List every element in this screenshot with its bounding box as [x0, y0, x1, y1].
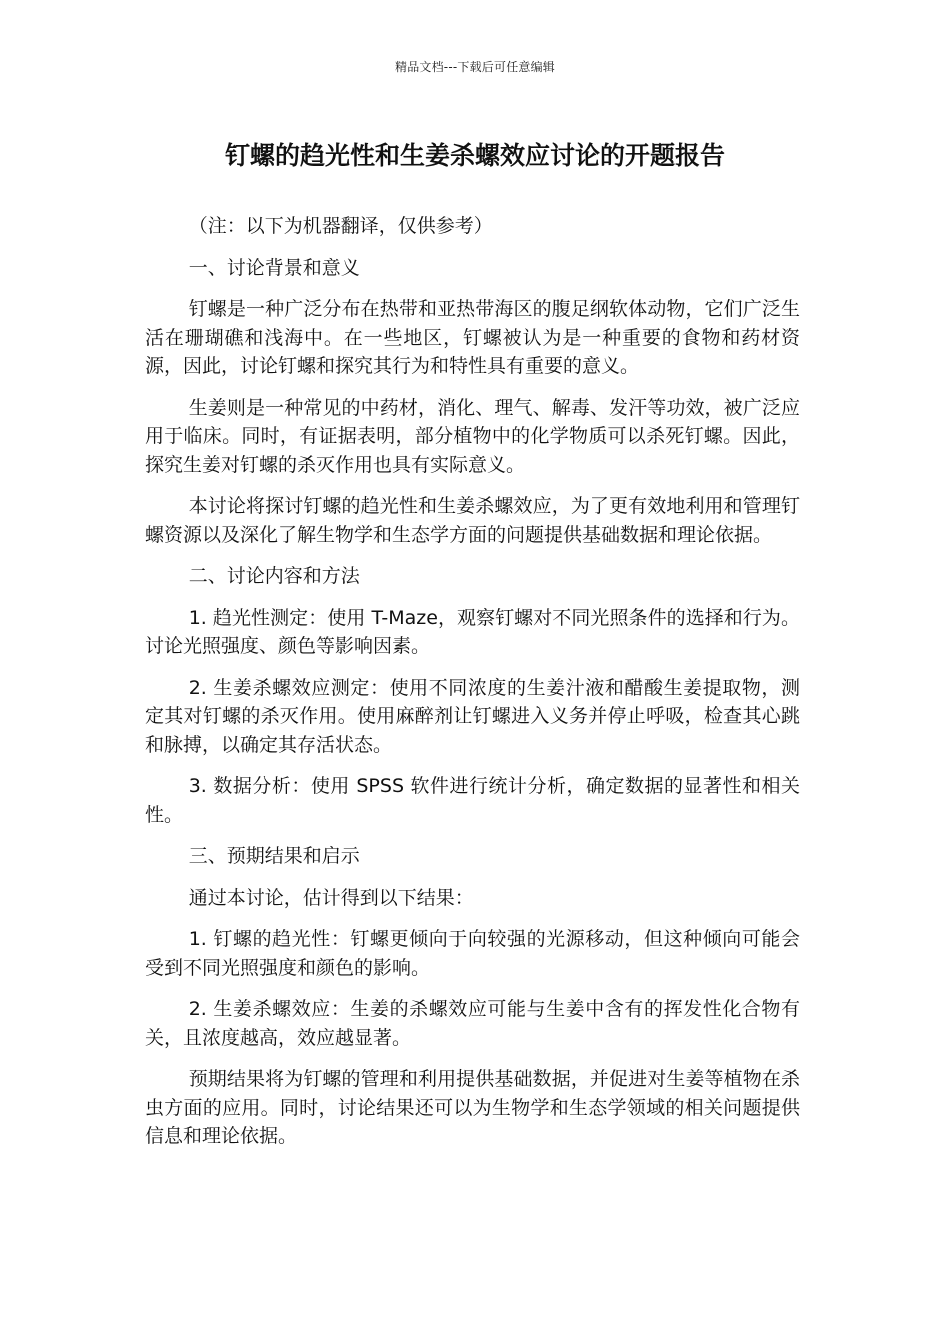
body-paragraph: 生姜则是一种常见的中药材，消化、理气、解毒、发汗等功效，被广泛应用于临床。同时，有证据表明，部分植物中的化学物质可以杀死钉螺。因此，探究生姜对钉螺的杀灭作用也具有实际意义。: [145, 396, 800, 476]
section-heading-methods: 二、讨论内容和方法: [188, 565, 360, 587]
result-item: 1. 钉螺的趋光性：钉螺更倾向于向较强的光源移动，但这种倾向可能会受到不同光照强度和颜色的影响。: [145, 928, 800, 979]
note-paragraph: （注：以下为机器翻译，仅供参考）: [188, 215, 493, 237]
body-paragraph: 钉螺是一种广泛分布在热带和亚热带海区的腹足纲软体动物，它们广泛生活在珊瑚礁和浅海中。在一些地区，钉螺被认为是一种重要的食物和药材资源，因此，讨论钉螺和探究其行为和特性具有重要的意义。: [145, 298, 800, 377]
method-item: 2. 生姜杀螺效应测定：使用不同浓度的生姜汁液和醋酸生姜提取物，测定其对钉螺的杀灭作用。使用麻醉剂让钉螺进入义务并停止呼吸，检查其心跳和脉搏，以确定其存活状态。: [145, 676, 800, 756]
document-title: 钉螺的趋光性和生姜杀螺效应讨论的开题报告: [224, 141, 725, 170]
page-header: 精品文档---下载后可任意编辑: [395, 60, 555, 74]
result-item: 2. 生姜杀螺效应：生姜的杀螺效应可能与生姜中含有的挥发性化合物有关，且浓度越高，效应越显著。: [145, 998, 800, 1049]
body-paragraph: 通过本讨论，估计得到以下结果：: [188, 886, 474, 909]
method-item: 3. 数据分析：使用 SPSS 软件进行统计分析，确定数据的显著性和相关性。: [145, 775, 800, 826]
section-heading-results: 三、预期结果和启示: [188, 845, 360, 867]
method-item: 1. 趋光性测定：使用 T-Maze，观察钉螺对不同光照条件的选择和行为。讨论光照强度、颜色等影响因素。: [145, 606, 800, 657]
document-body: [145, 212, 800, 1164]
body-paragraph: 本讨论将探讨钉螺的趋光性和生姜杀螺效应，为了更有效地利用和管理钉螺资源以及深化了解生物学和生态学方面的问题提供基础数据和理论依据。: [145, 495, 800, 546]
body-paragraph: 预期结果将为钉螺的管理和利用提供基础数据，并促进对生姜等植物在杀虫方面的应用。同时，讨论结果还可以为生物学和生态学领域的相关问题提供信息和理论依据。: [145, 1068, 800, 1147]
section-heading-background: 一、讨论背景和意义: [188, 256, 360, 279]
